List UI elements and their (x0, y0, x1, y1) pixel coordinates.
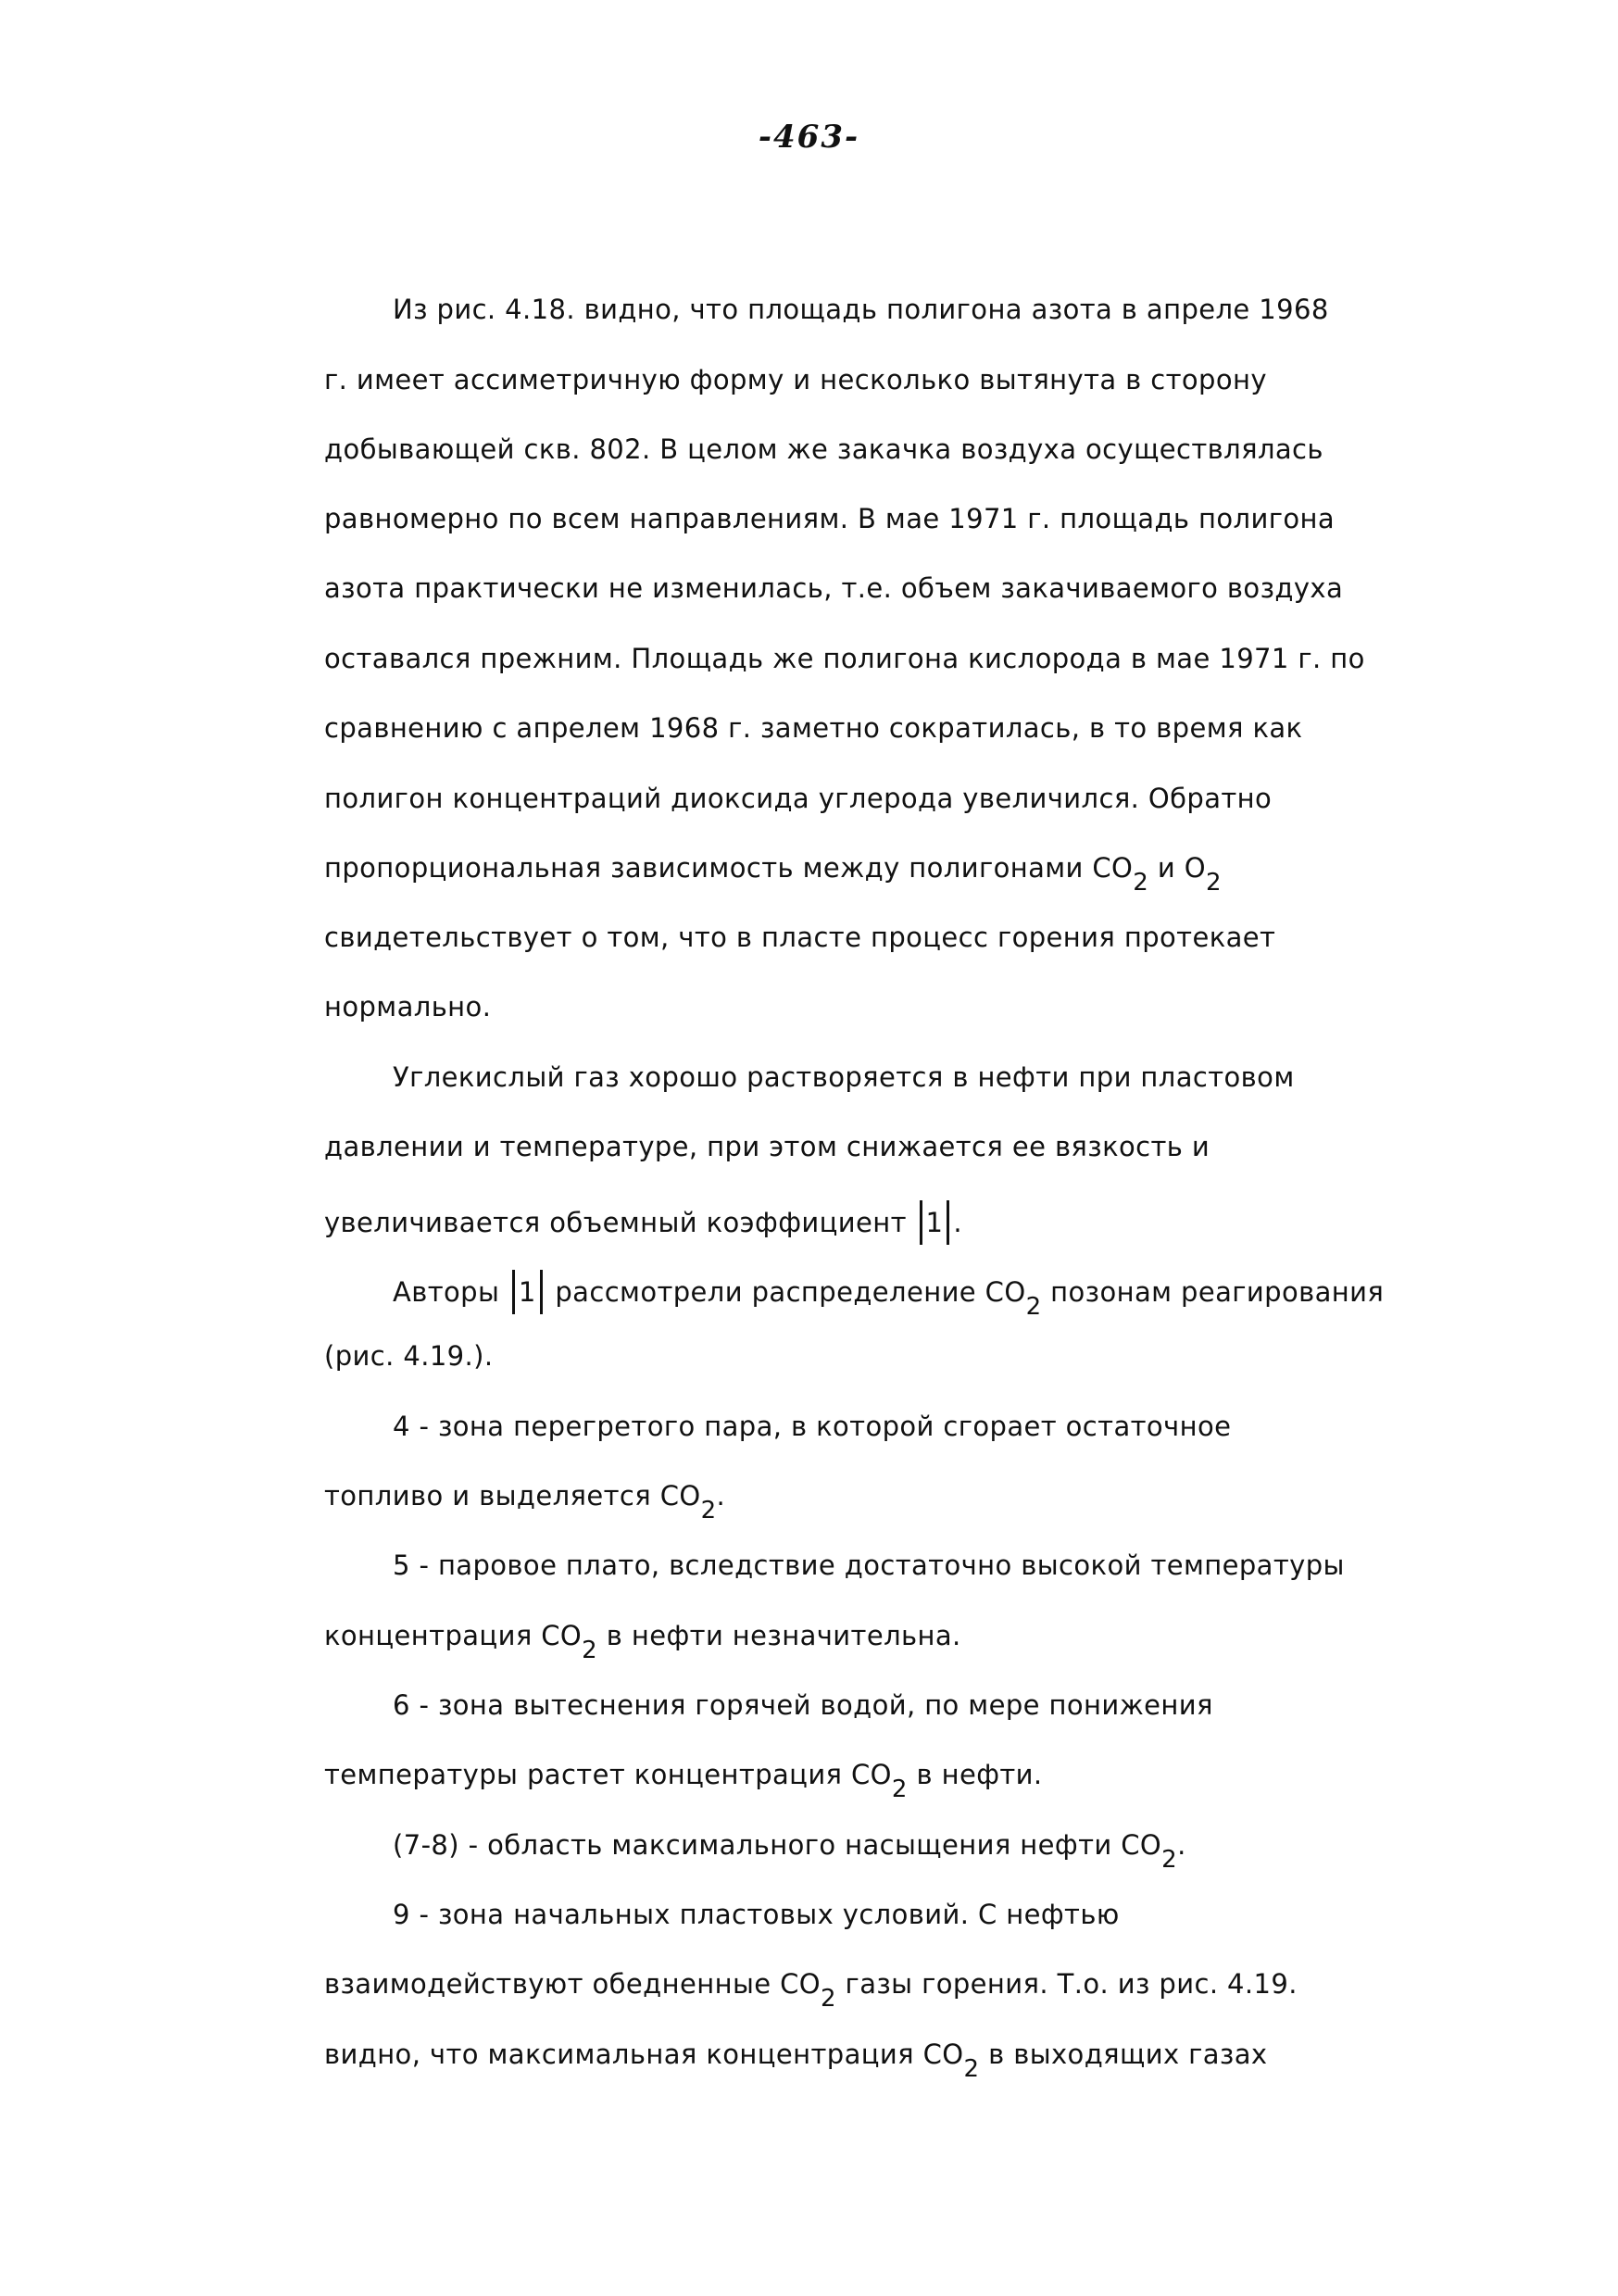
text-segment: . (953, 1207, 963, 1238)
text-line (393, 1828, 1186, 1874)
text-line: азота практически не изменилась, т.е. объем закачиваемого воздуха (324, 572, 1344, 604)
text-segment: Авторы (393, 1276, 508, 1308)
subscript: 2 (1025, 1293, 1042, 1321)
text-line: равномерно по всем направлениям. В мае 1971 г. площадь полигона (324, 503, 1336, 534)
text-segment: позонам реагирования (1041, 1276, 1385, 1308)
text-segment: видно, что максимальная концентрация CO (324, 2039, 964, 2070)
text-line: Углекислый газ хорошо растворяется в нефти при пластовом (393, 1061, 1295, 1093)
citation-reference: 1 (512, 1270, 543, 1314)
text-line: добывающей скв. 802. В целом же закачка воздуха осуществлялась (324, 433, 1323, 465)
text-line (324, 1758, 1043, 1803)
text-line: г. имеет ассиметричную форму и несколько вытянута в сторону (324, 364, 1267, 395)
text-line: давлении и температуре, при этом снижается ее вязкость и (324, 1131, 1210, 1162)
citation-reference: 1 (920, 1200, 950, 1245)
subscript: 2 (1205, 869, 1222, 897)
text-segment: рассмотрели распределение CO (546, 1276, 1026, 1308)
text-line: 6 - зона вытеснения горячей водой, по мере понижения (393, 1689, 1213, 1721)
text-line (393, 1270, 1385, 1321)
text-line: нормально. (324, 991, 492, 1023)
subscript: 2 (1161, 1846, 1178, 1874)
subscript: 2 (891, 1775, 908, 1803)
text-segment: в выходящих газах (979, 2039, 1268, 2070)
text-segment: и O (1148, 852, 1206, 884)
text-line (324, 1200, 962, 1245)
text-segment: . (1177, 1829, 1186, 1861)
text-line (324, 851, 1222, 897)
text-segment: взаимодействуют обедненные CO (324, 1968, 821, 2000)
page-number: -463- (758, 119, 860, 156)
text-line (324, 2038, 1268, 2083)
text-line: сравнению с апрелем 1968 г. заметно сократилась, в то время как (324, 712, 1303, 744)
text-segment: газы горения. Т.о. из рис. 4.19. (835, 1968, 1298, 2000)
subscript: 2 (1133, 869, 1149, 897)
text-segment: . (716, 1480, 726, 1512)
text-segment: пропорциональная зависимость между полигонами CO (324, 852, 1134, 884)
text-segment: в нефти. (907, 1759, 1043, 1790)
text-line (324, 1479, 726, 1524)
text-line (324, 1619, 961, 1664)
text-line: оставался прежним. Площадь же полигона кислорода в мае 1971 г. по (324, 643, 1365, 674)
text-segment: концентрация CO (324, 1620, 583, 1651)
text-line: Из рис. 4.18. видно, что площадь полигона азота в апреле 1968 (393, 294, 1329, 325)
text-segment: увеличивается объемный коэффициент (324, 1207, 916, 1238)
text-line: (рис. 4.19.). (324, 1340, 494, 1372)
subscript: 2 (582, 1637, 598, 1664)
text-line: полигон концентраций диоксида углерода увеличился. Обратно (324, 783, 1273, 814)
subscript: 2 (820, 1985, 836, 2013)
text-segment: топливо и выделяется CO (324, 1480, 701, 1512)
subscript: 2 (700, 1497, 717, 1524)
text-line: 9 - зона начальных пластовых условий. С нефтью (393, 1899, 1120, 1930)
text-line: свидетельствует о том, что в пласте процесс горения протекает (324, 922, 1276, 953)
text-segment: (7-8) - область максимального насыщения нефти CO (393, 1829, 1162, 1861)
text-line: 5 - паровое плато, вследствие достаточно высокой температуры (393, 1549, 1345, 1581)
text-line (324, 1967, 1298, 2013)
subscript: 2 (963, 2055, 980, 2083)
text-segment: температуры растет концентрация CO (324, 1759, 892, 1790)
text-segment: в нефти незначительна. (597, 1620, 961, 1651)
text-line: 4 - зона перегретого пара, в которой сгорает остаточное (393, 1411, 1232, 1442)
